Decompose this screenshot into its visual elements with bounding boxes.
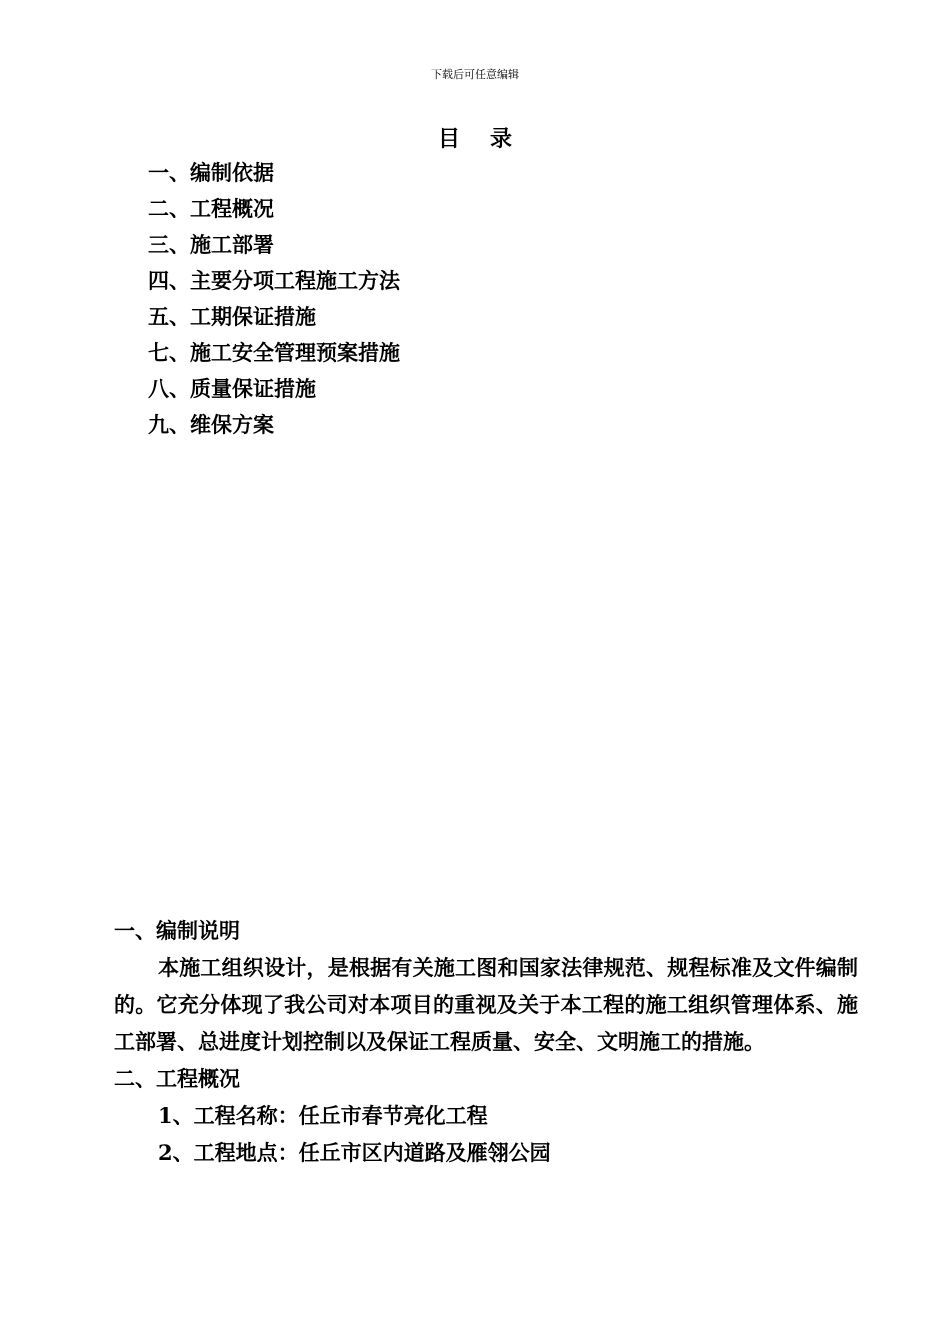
- toc-item: 八、质量保证措施: [148, 376, 316, 401]
- compilation-paragraph: 本施工组织设计，是根据有关施工图和国家法律规范、规程标准及文件编制的。它充分体现了我公司对本项目的重视及关于本工程的施工组织管理体系、施工部署、总进度计划控制以及保证工程质量、安全、文明施工的措施。: [114, 955, 858, 1054]
- toc-item: 九、维保方案: [148, 412, 274, 437]
- toc-list: [148, 155, 400, 443]
- section-heading-overview: 二、工程概况: [114, 1066, 240, 1091]
- body-section: [114, 912, 858, 1171]
- project-name-line: 1、工程名称：任丘市春节亮化工程: [158, 1103, 488, 1128]
- toc-item: 二、工程概况: [148, 196, 274, 221]
- section-heading-compilation: 一、编制说明: [114, 918, 240, 943]
- toc-item: 五、工期保证措施: [148, 304, 316, 329]
- toc-item: 四、主要分项工程施工方法: [148, 268, 400, 293]
- header-note: 下载后可任意编辑: [431, 68, 519, 81]
- toc-item: 七、施工安全管理预案措施: [148, 340, 400, 365]
- toc-title: 目录: [437, 126, 542, 152]
- project-location-line: 2、工程地点：任丘市区内道路及雁翎公园: [158, 1140, 551, 1165]
- toc-item: 三、施工部署: [148, 232, 274, 257]
- toc-item: 一、编制依据: [148, 160, 274, 185]
